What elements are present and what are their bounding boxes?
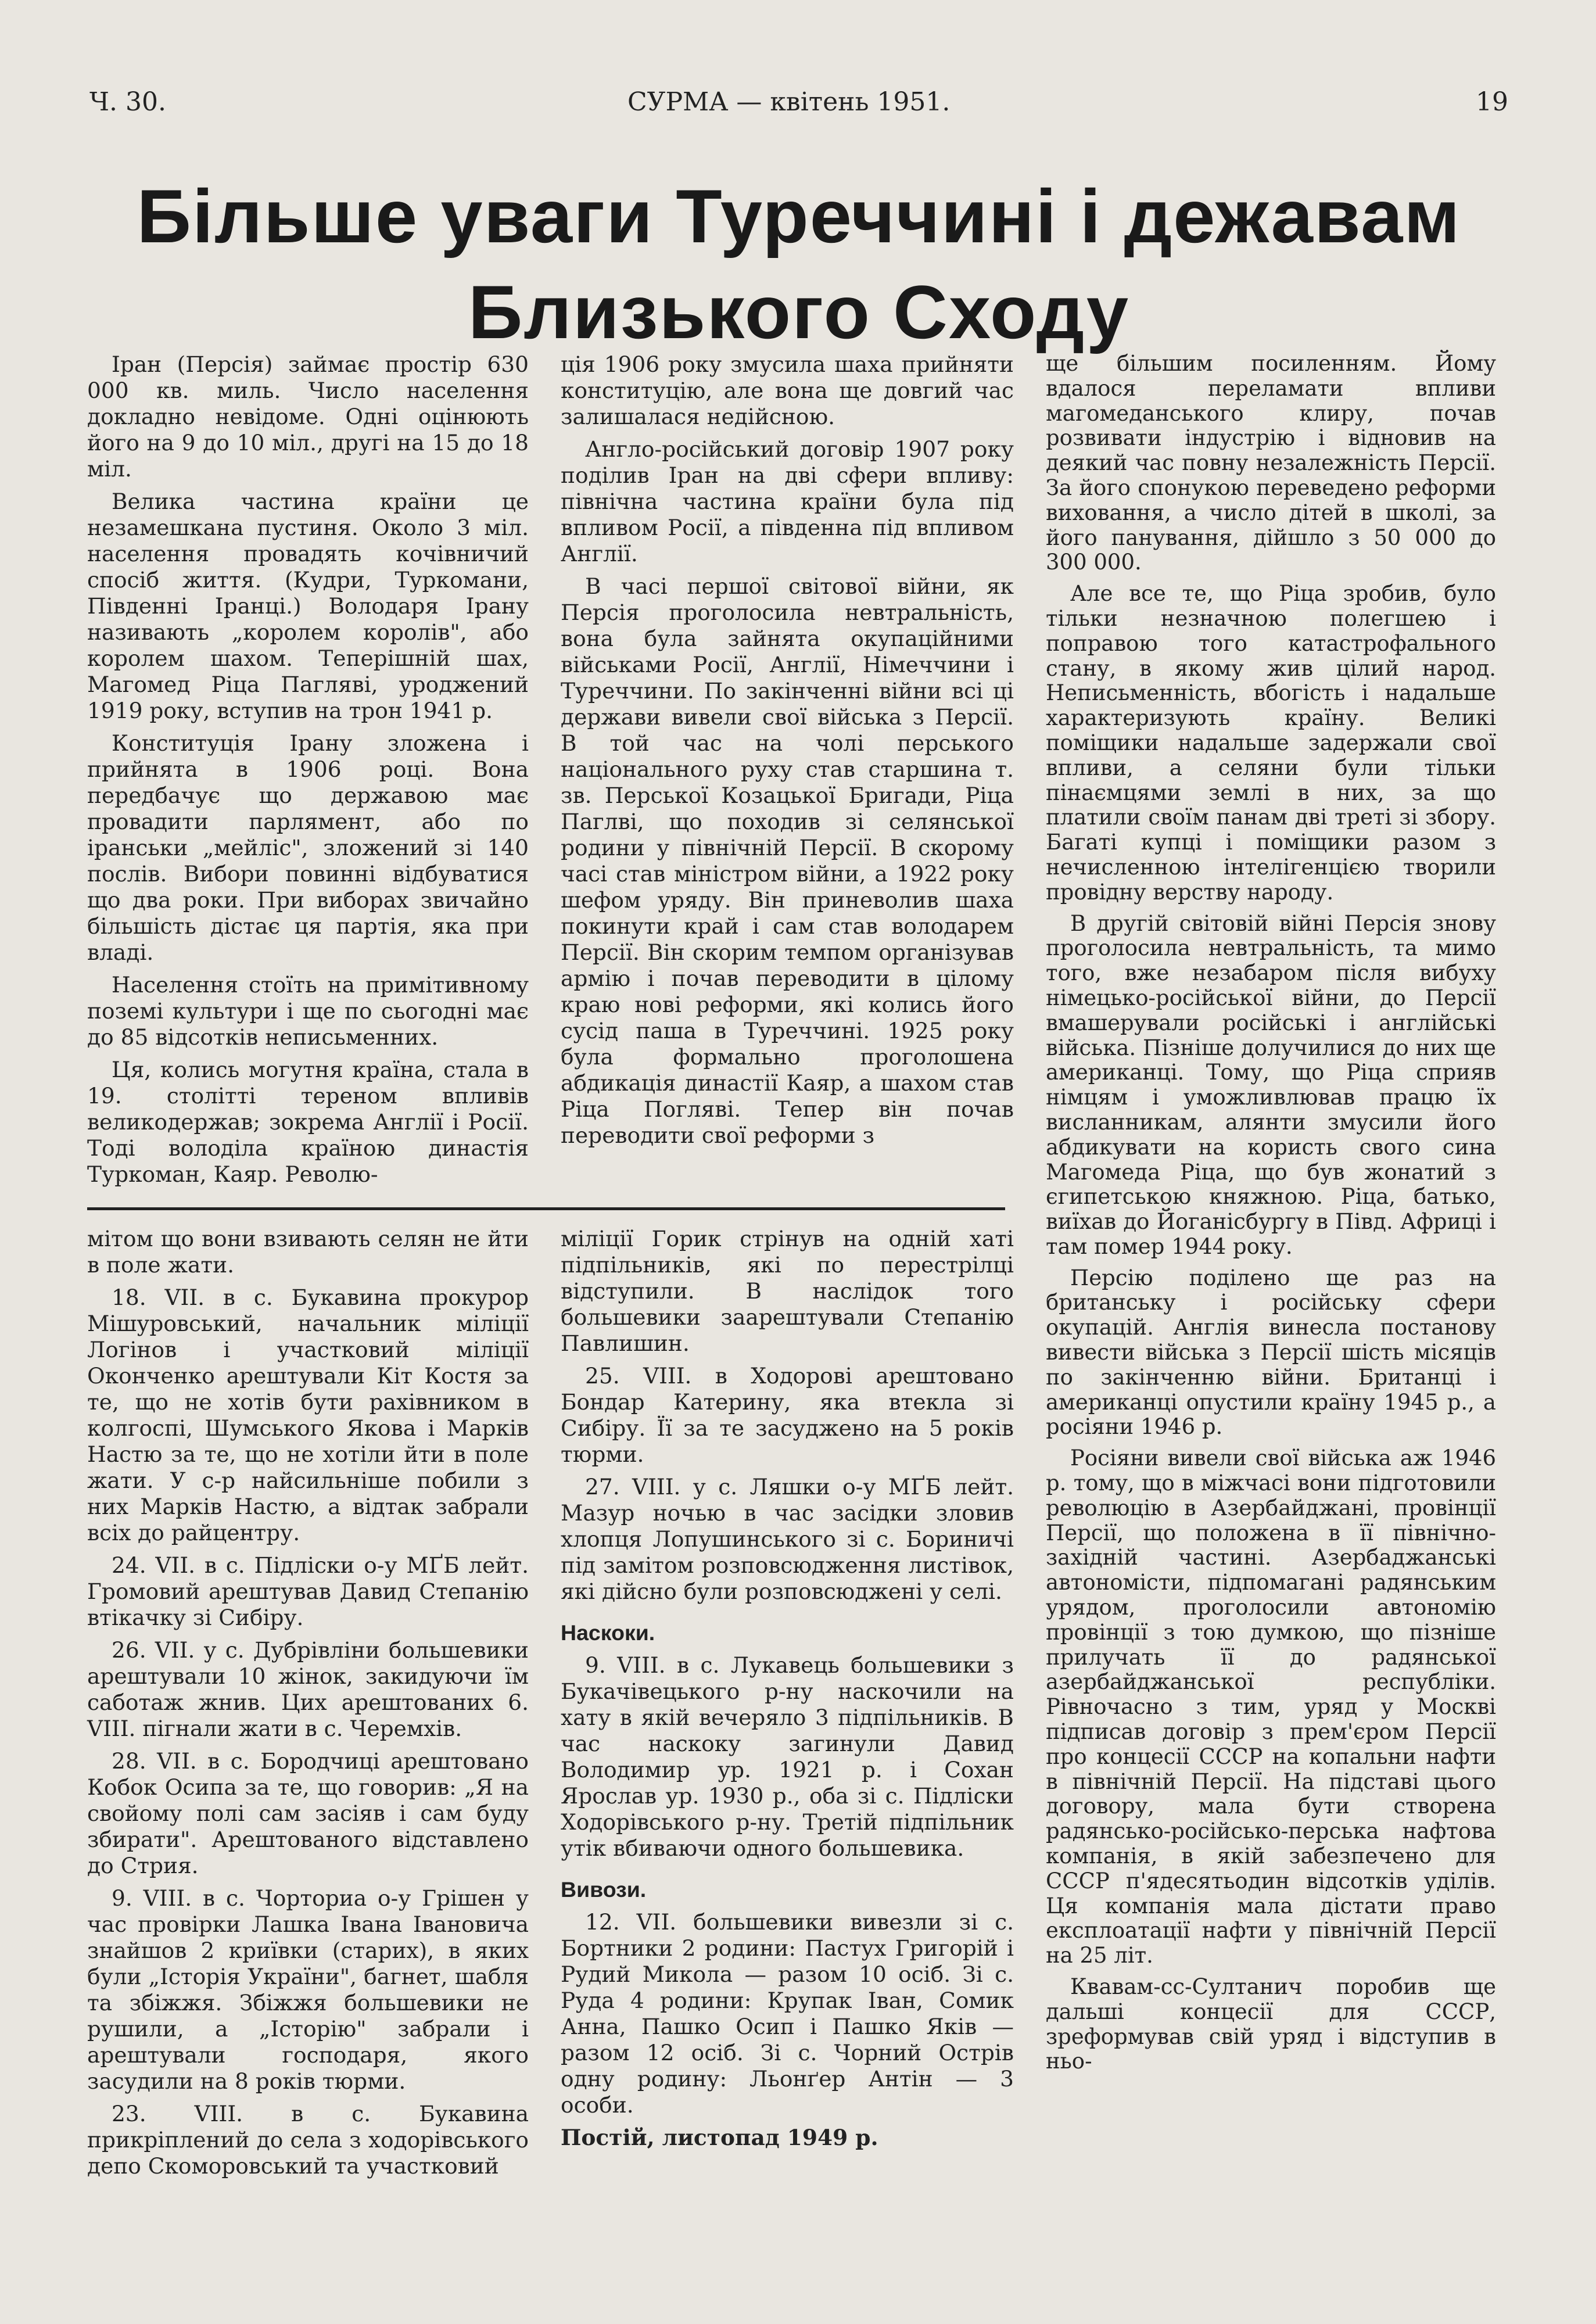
paragraph: Населення стоїть на примітивному поземі культури і ще по сьогодні має до 85 відсотків неписьменних. — [87, 972, 529, 1050]
paragraph: Персію поділено ще раз на британську і російську сфери окупацій. Англія винесла постанову вивести війська з Персії шість місяців по закінченню війни. Британці і американці опустили країну 1945 р., а росіяни 1946 р. — [1046, 1265, 1496, 1440]
paragraph: В другій світовій війні Персія знову проголосила невтральність, та мимо того, вже незабаром після вибуху німецько-російської війни, до Персії вмашерували російські і англійські війська. Пізніше долучилися до них ще американці. Тому, що Ріца сприяв німцям і уможливлював працю їх висланникам, алянти змусили його абдикувати на користь свого сина Магомеда Ріца, що був жонатий з єгипетською княжною. Ріца, батько, виїхав до Йоганісбургу в Півд. Африці і там помер 1944 року. — [1046, 910, 1496, 1259]
paragraph: 24. VII. в с. Підліски о-у МҐБ лейт. Громовий арештував Давид Степанію втікачку зі Сибіру. — [87, 1552, 529, 1630]
column-3 — [1046, 352, 1496, 2081]
title-line-1: Більше уваги Туреччині і дежавам — [137, 174, 1461, 259]
column-4 — [87, 1226, 529, 2186]
section-heading-raids: Наскоки. — [561, 1620, 655, 1645]
signature: Постій, листопад 1949 р. — [561, 2125, 878, 2150]
page-number: 19 — [1476, 87, 1508, 117]
paragraph: 27. VIII. у с. Ляшки о-у МҐБ лейт. Мазур ночью в час засідки зловив хлопця Лопушинського зі с. Бориничі під замітом розповсюдження листівок, які дійсно були розповсюджені у селі. — [561, 1474, 1014, 1604]
paragraph: Велика частина країни це незамешкана пустиня. Около 3 міл. населення провадять кочівничий спосіб життя. (Кудри, Туркомани, Південні Іранці.) Володаря Ірану називають „королем королів", або королем шахом. Теперішній шах, Магомед Ріца Пагляві, уроджений 1919 року, вступив на трон 1941 р. — [87, 489, 529, 723]
article-title — [87, 168, 1511, 360]
paragraph: Але все те, що Ріца зробив, було тільки незначною полегшею і поправою того катастрофального стану, в якому жив цілий народ. Неписьменність, вбогість і надальше характеризують країну. Великі поміщики надальше задержали свої впливи, а селяни були тільки пінаємцями землі в них, за що платили своїм панам дві треті зі збору. Багаті купці і поміщики разом з нечисленною інтелігенцією творили провідну верству народу. — [1046, 581, 1496, 905]
paragraph: 9. VIII. в с. Чорториа о-у Грішен у час провірки Лашка Івана Івановича знайшов 2 криївки (старих), в яких були „Історія України", багнет, шабля та збіжжя. Збіжжя большевики не рушили, а „Історію" забрали і арештували господаря, якого засудили на 8 років тюрми. — [87, 1885, 529, 2094]
paragraph: Іран (Персія) займає простір 630 000 кв. миль. Число населення докладно невідоме. Одні оцінюють його на 9 до 10 міл., другі на 15 до 18 міл. — [87, 352, 529, 482]
paragraph: 9. VIII. в с. Лукавець большевики з Букачівецького р-ну наскочили на хату в якій вечеряло 3 підпільників. В час наскоку загинули Давид Володимир ур. 1921 р. і Сохан Ярослав ур. 1930 р., оба зі с. Підліски Ходорівського р-ну. Третій підпільник утік вбиваючи одного большевика. — [561, 1652, 1014, 1861]
paragraph: Ця, колись могутня країна, стала в 19. столітті тереном впливів великодержав; зокрема Англії і Росії. Тоді володіла країною династія Туркоман, Каяр. Револю- — [87, 1057, 529, 1187]
issue-number: Ч. 30. — [89, 87, 166, 117]
paragraph: мітом що вони взивають селян не йти в поле жати. — [87, 1226, 529, 1278]
paragraph: 25. VIII. в Ходорові арештовано Бондар Катерину, яка втекла зі Сибіру. Її за те засуджено на 5 років тюрми. — [561, 1363, 1014, 1467]
section-heading-deportations: Вивози. — [561, 1877, 647, 1902]
paragraph: 12. VII. большевики вивезли зі с. Бортники 2 родини: Пастух Григорій і Рудий Микола — разом 10 осіб. Зі с. Руда 4 родини: Крупак Іван, Сомик Анна, Пашко Осип і Пашко Яків — разом 12 осіб. Зі с. Чорний Острів одну родину: Льонґер Антін — 3 особи. — [561, 1909, 1014, 2118]
journal-title-date: СУРМА — квітень 1951. — [627, 87, 951, 117]
paragraph: 18. VII. в с. Букавина прокурор Мішуровський, начальник міліції Логінов і участковий міліції Оконченко арештували Кіт Костя за те, що не хотів бути рахівником в колгоспі, Шумського Якова і Марків Настю за те, що не хотіли йти в поле жати. У с-р найсильніше побили з них Марків Настю, а відтак забрали всіх до райцентру. — [87, 1285, 529, 1545]
paragraph: Росіяни вивели свої війська аж 1946 р. тому, що в міжчасі вони підготовили революцію в Азербайджані, провінції Персії, що положена в її північно-західній частині. Азербаджанські автономісти, підпомагані радянським урядом, проголосили автономію провінції з тою думкою, що пізніше прилучать її до радянської азербайджанської республіки. Рівночасно з тим, уряд у Москві підписав договір з прем'єром Персії про концесії СССР на копальни нафти в північній Персії. На підставі цього договору, мала бути створена радянсько-російсько-перська нафтова компанія, в якій забезпечено для СССР п'ядесятьодин відсотків уділів. Ця компанія мала дістати право експлоатації нафти у північній Персії на 25 літ. — [1046, 1446, 1496, 1968]
paragraph: В часі першої світової війни, як Персія проголосила невтральність, вона була зайнята окупаційними військами Росії, Англії, Німеччини і Туреччини. По закінченні війни всі ці держави вивели свої війська з Персії. В той час на чолі перського національного руху став старшина т. зв. Перської Козацької Бригади, Ріца Паглві, що походив зі селянської родини у північній Персії. В скорому часі став міністром війни, а 1922 року шефом уряду. Він приневолив шаха покинути край і сам став володарем Персії. Він скорим темпом організував армію і почав переводити в цілому краю нові реформи, які колись його сусід паша в Туреччині. 1925 року була формально проголошена абдикація династії Каяр, а шахом став Ріца Погляві. Тепер він почав переводити свої реформи з — [561, 573, 1014, 1148]
paragraph: 28. VII. в с. Бородчиці арештовано Кобок Осипа за те, що говорив: „Я на свойому полі сам засіяв і сам буду збирати". Арештованого відставлено до Стрия. — [87, 1748, 529, 1878]
paragraph: міліції Горик стрінув на одній хаті підпільників, які по перестрілці відступили. В наслідок того большевики заарештували Степанію Павлишин. — [561, 1226, 1014, 1356]
paragraph: 23. VIII. в с. Букавина прикріплений до села з ходорівського депо Скоморовський та участковий — [87, 2101, 529, 2179]
column-2 — [561, 352, 1014, 1155]
paragraph: ція 1906 року змусила шаха прийняти конституцію, але вона ще довгий час залишалася недійсною. — [561, 352, 1014, 429]
page-header — [87, 87, 1511, 122]
column-1 — [87, 352, 529, 1194]
column-5 — [561, 1226, 1014, 2157]
paragraph: ще більшим посиленням. Йому вдалося переламати впливи магомеданського клиру, почав розвивати індустрію і відновив на деякий час повну незалежність Персії. За його спонукою переведено реформи виховання, а число дітей в школі, за його панування, дійшло з 50 000 до 300 000. — [1046, 351, 1496, 575]
paragraph: Англо-російський договір 1907 року поділив Іран на дві сфери впливу: північна частина країни була під впливом Росії, а південна під впливом Англії. — [561, 436, 1014, 566]
paragraph: Квавам-сс-Султанич поробив ще дальші концесії для СССР, зреформував свій уряд і відступив в ньо- — [1046, 1974, 1496, 2074]
section-divider — [87, 1207, 1005, 1210]
paragraph: 26. VII. у с. Дубрівліни большевики арештували 10 жінок, закидуючи їм саботаж жнив. Цих арештованих 6. VIII. пігнали жати в с. Черемхів. — [87, 1637, 529, 1741]
title-line-2: Близького Сходу — [468, 270, 1130, 354]
paragraph: Конституція Ірану зложена і прийнята в 1906 році. Вона передбачує що державою має провадити парлямент, або по іранськи „мейліс", зложений зі 140 послів. Вибори повинні відбуватися що два роки. При виборах звичайно більшість дістає ця партія, яка при владі. — [87, 730, 529, 965]
